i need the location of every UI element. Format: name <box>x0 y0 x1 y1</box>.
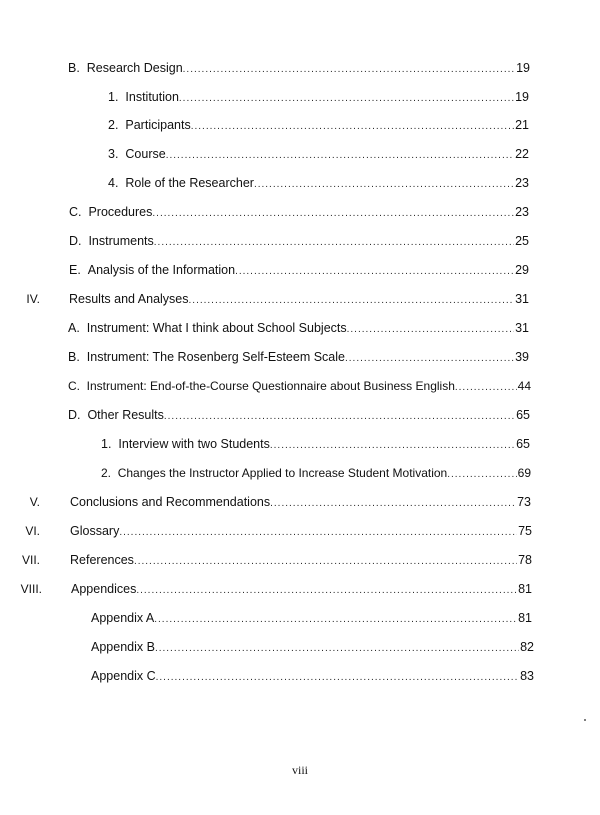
toc-entry-prefix: 2. <box>108 118 119 132</box>
toc-entry-page: 78 <box>518 553 532 567</box>
toc-entry-label: Course <box>125 147 166 161</box>
toc-entry-prefix: D. <box>68 408 81 422</box>
toc-entry-label: Analysis of the Information <box>87 263 236 277</box>
dot-leader <box>270 437 515 453</box>
chapter-numeral: V. <box>29 495 40 509</box>
dot-leader <box>155 640 519 656</box>
toc-entry-prefix: C. <box>68 379 80 393</box>
toc-entry <box>70 551 532 569</box>
toc-entry-page: 82 <box>520 640 534 654</box>
toc-entry <box>108 145 529 163</box>
toc-entry-page: 19 <box>516 61 530 75</box>
page-number: viii <box>291 763 308 777</box>
toc-entry-prefix: A. <box>68 321 80 335</box>
toc-entry <box>71 580 532 598</box>
toc-entry-prefix: C. <box>69 205 82 219</box>
dot-leader <box>156 669 519 685</box>
dot-leader <box>191 118 514 134</box>
toc-entry-label: Appendix A <box>91 611 155 625</box>
toc-entry-page: 73 <box>517 495 531 509</box>
toc-entry <box>69 232 529 250</box>
toc-entry-label: Appendices <box>71 582 137 596</box>
toc-entry <box>108 116 529 134</box>
toc-entry-prefix: 1. <box>108 90 119 104</box>
dot-leader <box>166 147 514 163</box>
toc-entry <box>91 667 534 685</box>
dot-leader <box>119 524 517 540</box>
toc-entry-prefix: D. <box>69 234 82 248</box>
dot-leader <box>254 176 514 192</box>
dot-leader <box>235 263 514 279</box>
toc-entry <box>69 261 529 279</box>
dot-leader <box>189 292 515 308</box>
toc-entry-prefix: 2. <box>101 466 112 480</box>
toc-entry-label: Instrument: End-of-the-Course Questionnaire about Business English <box>86 379 455 393</box>
toc-entry <box>70 493 531 511</box>
chapter-numeral: VIII. <box>20 582 42 596</box>
toc-entry-label: Glossary <box>70 524 120 538</box>
toc-entry <box>68 319 529 337</box>
chapter-numeral: VII. <box>21 553 40 567</box>
toc-entry-page: 19 <box>515 90 529 104</box>
toc-entry <box>101 464 531 482</box>
toc-entry-page: 29 <box>515 263 529 277</box>
toc-entry-label: References <box>70 553 134 567</box>
toc-entry-page: 81 <box>518 611 532 625</box>
toc-entry-page: 83 <box>520 669 534 683</box>
chapter-numeral: IV. <box>26 292 40 306</box>
toc-entry-page: 81 <box>518 582 532 596</box>
toc-entry-page: 75 <box>518 524 532 538</box>
toc-entry-page: 65 <box>516 437 530 451</box>
toc-entry-page: 21 <box>515 118 529 132</box>
toc-entry-page: 44 <box>517 379 531 393</box>
chapter-numeral: VI. <box>25 524 40 538</box>
toc-entry-label: Research Design <box>86 61 183 75</box>
dot-leader <box>447 466 516 482</box>
toc-entry-page: 65 <box>516 408 530 422</box>
dot-leader <box>154 234 514 250</box>
toc-entry-label: Participants <box>125 118 191 132</box>
toc-entry <box>91 638 534 656</box>
toc-entry-prefix: 3. <box>108 147 119 161</box>
toc-entry-page: 23 <box>515 176 529 190</box>
toc-entry-label: Interview with two Students <box>118 437 270 451</box>
toc-entry-page: 31 <box>515 321 529 335</box>
toc-entry <box>68 59 530 77</box>
dot-leader <box>345 350 514 366</box>
toc-entry-prefix: 4. <box>108 176 119 190</box>
toc-entry-page: 39 <box>515 350 529 364</box>
toc-entry-page: 23 <box>515 205 529 219</box>
dot-leader <box>270 495 516 511</box>
toc-entry-label: Procedures <box>88 205 153 219</box>
dot-leader <box>455 379 517 395</box>
scan-speck <box>584 719 586 721</box>
toc-entry-label: Other Results <box>87 408 164 422</box>
toc-entry <box>108 174 529 192</box>
dot-leader <box>179 90 514 106</box>
dot-leader <box>152 205 514 221</box>
toc-entry <box>69 203 529 221</box>
toc-entry-prefix: B. <box>68 61 80 75</box>
toc-entry-label: Results and Analyses <box>69 292 189 306</box>
toc-entry <box>69 290 529 308</box>
toc-entry-label: Instrument: What I think about School Subjects <box>86 321 347 335</box>
toc-entry-page: 25 <box>515 234 529 248</box>
toc-entry-page: 22 <box>515 147 529 161</box>
toc-entry-label: Appendix C <box>91 669 156 683</box>
dot-leader <box>183 61 515 77</box>
toc-entry <box>101 435 530 453</box>
toc-entry-prefix: E. <box>69 263 81 277</box>
toc-entry-label: Conclusions and Recommendations <box>70 495 271 509</box>
toc-entry-label: Instruments <box>88 234 154 248</box>
toc-entry <box>108 88 529 106</box>
toc-entry-page: 31 <box>515 292 529 306</box>
dot-leader <box>154 611 517 627</box>
toc-entry-label: Institution <box>125 90 179 104</box>
dot-leader <box>134 553 517 569</box>
toc-entry <box>91 609 532 627</box>
dot-leader <box>164 408 515 424</box>
toc-entry <box>68 406 530 424</box>
toc-entry <box>68 348 529 366</box>
dot-leader <box>136 582 517 598</box>
toc-entry-label: Changes the Instructor Applied to Increase Student Motivation <box>117 466 448 480</box>
toc-entry-label: Role of the Researcher <box>125 176 254 190</box>
toc-entry-prefix: 1. <box>101 437 112 451</box>
toc-entry-page: 69 <box>517 466 531 480</box>
toc-entry-label: Instrument: The Rosenberg Self-Esteem Scale <box>86 350 345 364</box>
toc-entry-prefix: B. <box>68 350 80 364</box>
toc-entry-label: Appendix B <box>91 640 155 654</box>
dot-leader <box>347 321 514 337</box>
toc-entry <box>70 522 532 540</box>
toc-entry <box>68 377 531 395</box>
